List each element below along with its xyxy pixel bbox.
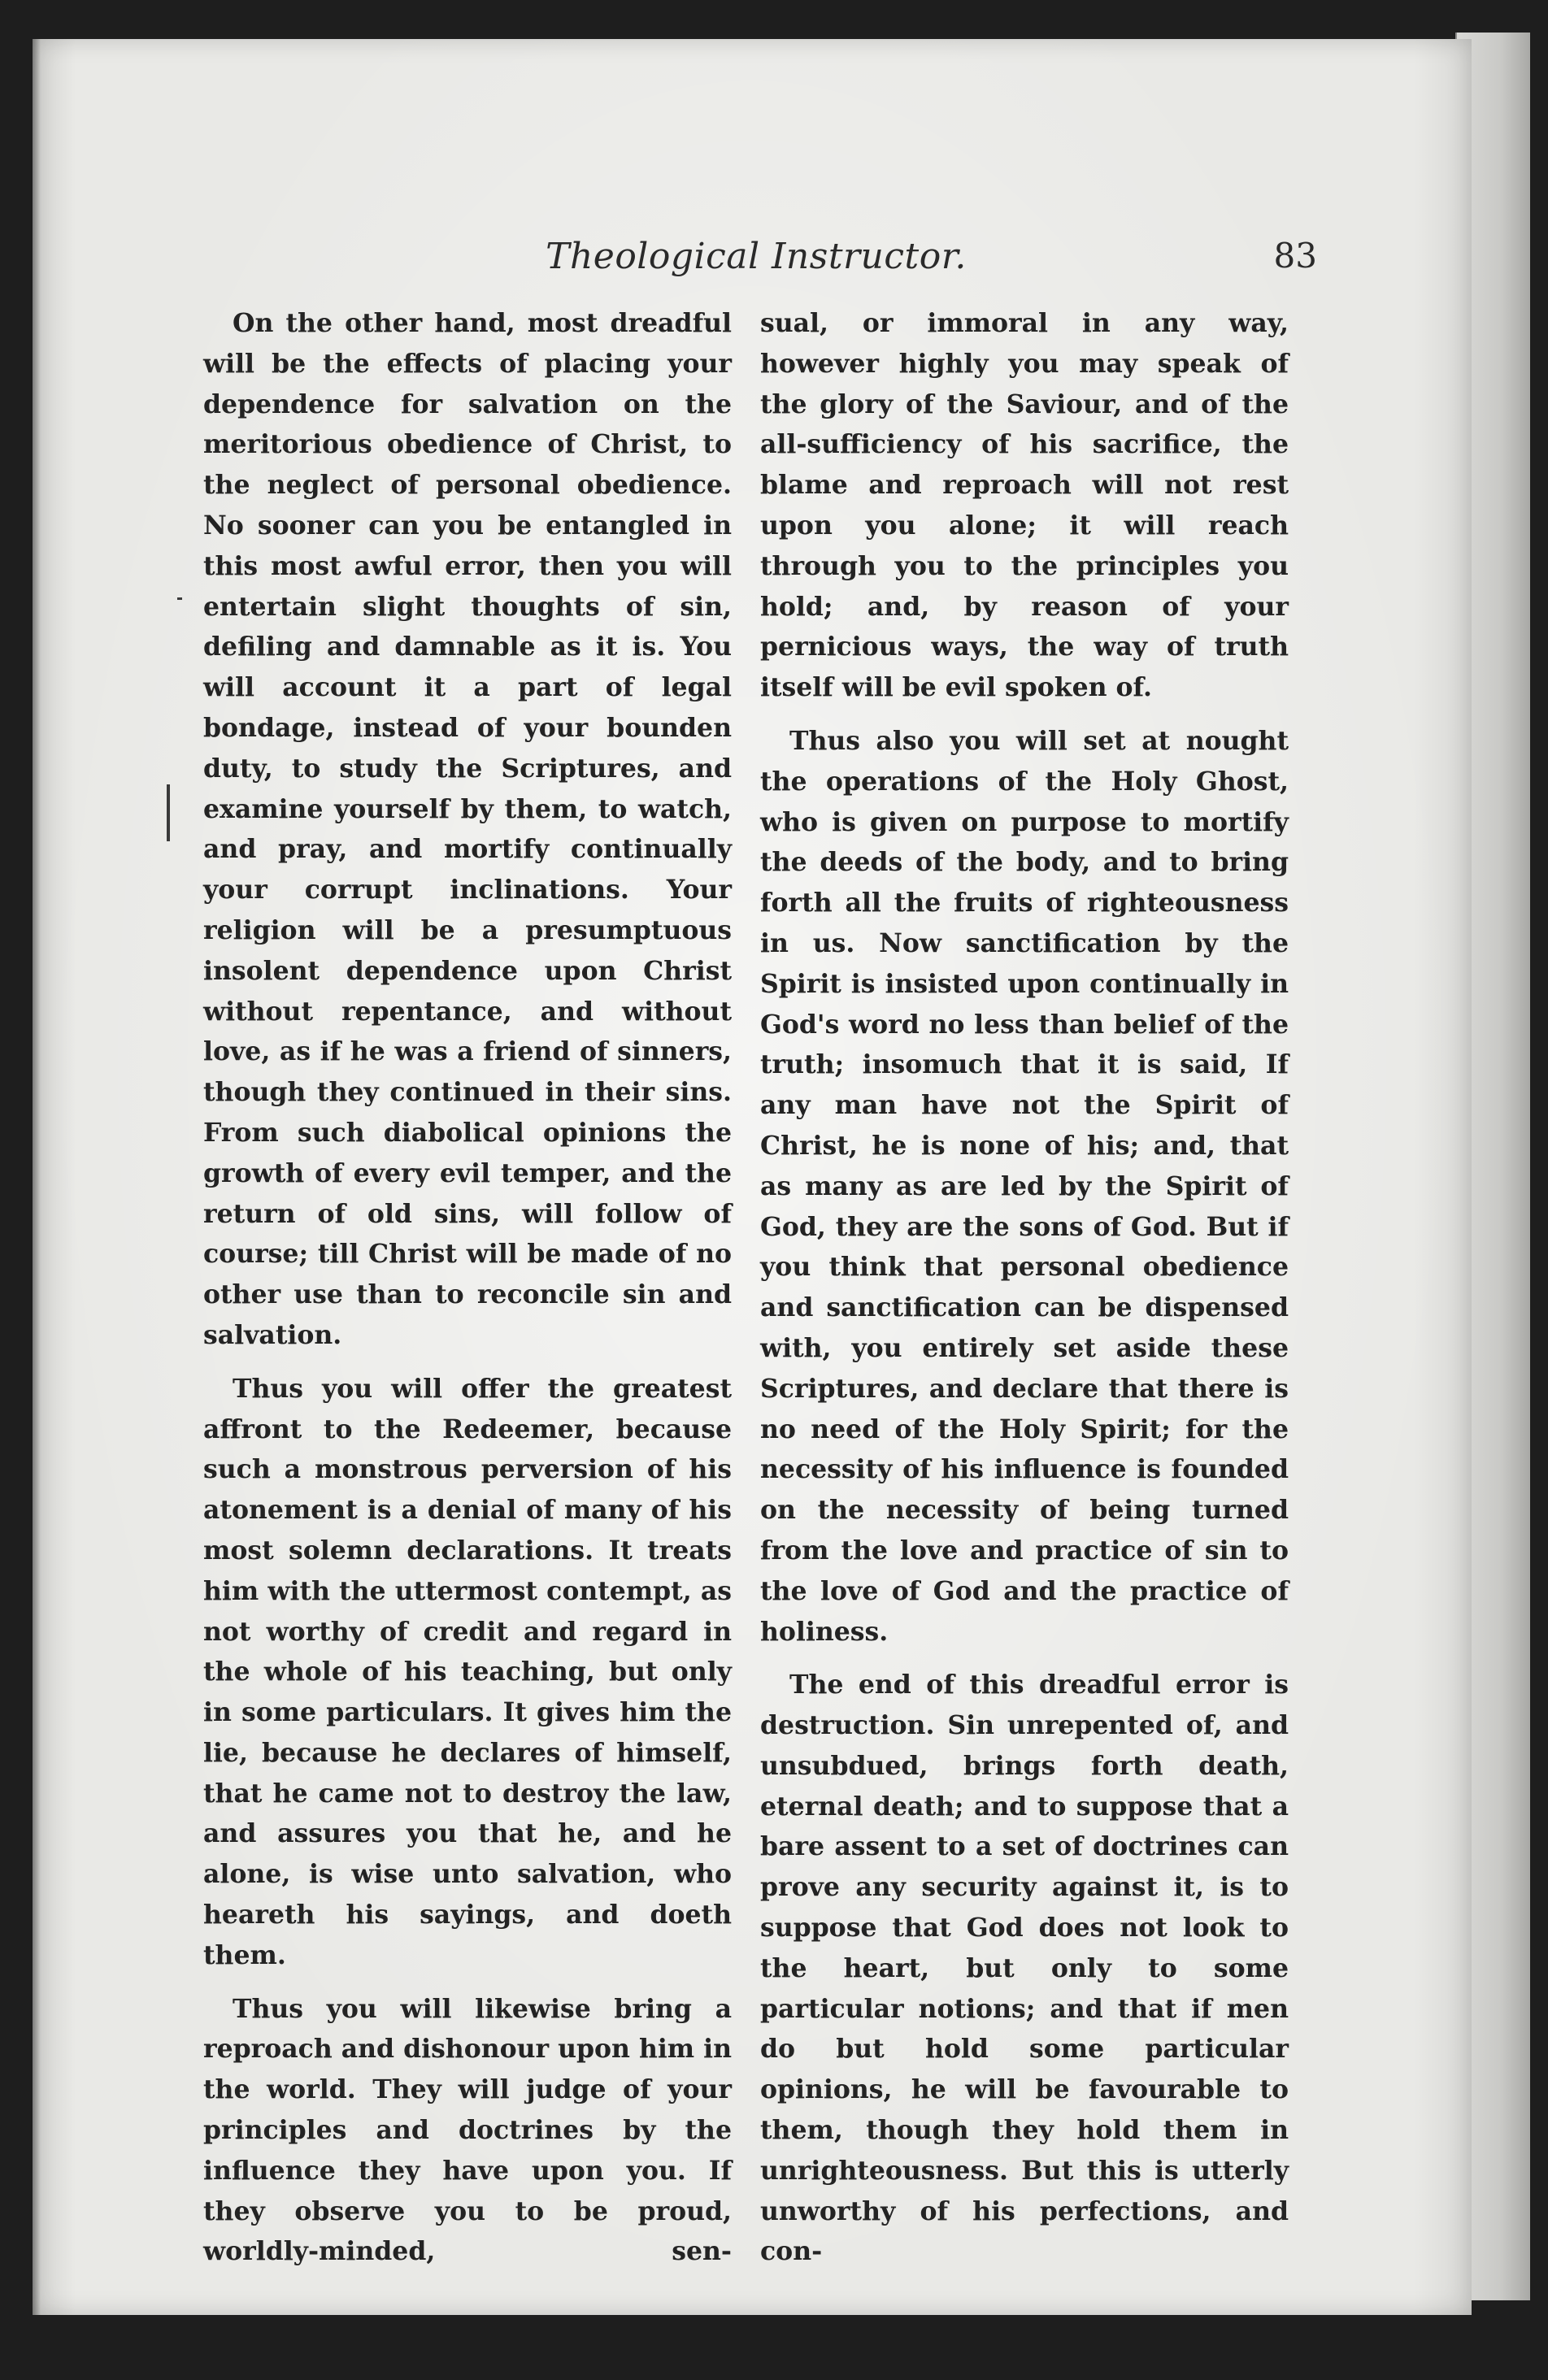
margin-mark	[177, 597, 182, 600]
paragraph: Thus you will offer the greatest affront to the Redeemer, because such a monstrous perversion of his atonement is a denial of many of his most solemn declarations. It treats him with the uttermost contempt, as not worthy of credit and regard in the whole of his teaching, but only in some particulars. It gives him the lie, because he declares of himself, that he came not to destroy the law, and assures you that he, and he alone, is wise unto salvation, who heareth his sayings, and doeth them.	[203, 1373, 732, 1970]
paragraph: The end of this dreadful error is destruction. Sin unrepented of, and unsubdued, brings forth death, eternal death; and to suppose that a bare assent to a set of doctrines can prove any security against it, is to suppose that God does not look to the heart, but only to some particular notions; and that if men do but hold some particular opinions, he will be favourable to them, though they hold them in unrighteousness. But this is utterly unworthy of his perfections, and con-	[760, 1670, 1289, 2267]
page-number: 83	[1273, 236, 1317, 276]
margin-mark	[167, 784, 170, 841]
paragraph: Thus you will likewise bring a reproach and dishonour upon him in the world. They will judge of your principles and doctrines by the influence they have upon you. If they observe you to be proud, worldly-minded, sen-	[203, 1993, 732, 2267]
page-binding-shadow	[33, 39, 41, 2315]
left-column	[203, 303, 732, 2272]
paragraph: sual, or immoral in any way, however highly you may speak of the glory of the Saviour, and of the all-sufficiency of his sacrifice, the blame and reproach will not rest upon you alone; it will reach through you to the principles you hold; and, by reason of your pernicious ways, the way of truth itself will be evil spoken of.	[760, 308, 1289, 703]
paragraph: Thus also you will set at nought the operations of the Holy Ghost, who is given on purpose to mortify the deeds of the body, and to bring forth all the fruits of righteousness in us. Now sanctification by the Spirit is insisted upon continually in God's word no less than belief of the truth; insomuch that it is said, If any man have not the Spirit of Christ, he is none of his; and, that as many as are led by the Spirit of God, they are the sons of God. But if you think that personal obedience and sanctification can be dispensed with, you entirely set aside these Scriptures, and declare that there is no need of the Holy Spirit; for the necessity of his influence is founded on the necessity of being turned from the love and practice of sin to the love of God and the practice of holiness.	[760, 725, 1289, 1647]
running-title: Theological Instructor.	[546, 236, 967, 277]
right-column	[760, 303, 1289, 2272]
running-head	[195, 236, 1317, 284]
paragraph: On the other hand, most dreadful will be the effects of placing your dependence for salvation on the meritorious obedience of Christ, to the neglect of personal obedience. No sooner can you be entangled in this most awful error, then you will entertain slight thoughts of sin, defiling and damnable as it is. You will account it a part of legal bondage, instead of your bounden duty, to study the Scriptures, and examine yourself by them, to watch, and pray, and mortify continually your corrupt inclinations. Your religion will be a presumptuous insolent dependence upon Christ without repentance, and without love, as if he was a friend of sinners, though they continued in their sins. From such diabolical opinions the growth of every evil temper, and the return of old sins, will follow of course; till Christ will be made of no other use than to reconcile sin and salvation.	[203, 308, 732, 1350]
